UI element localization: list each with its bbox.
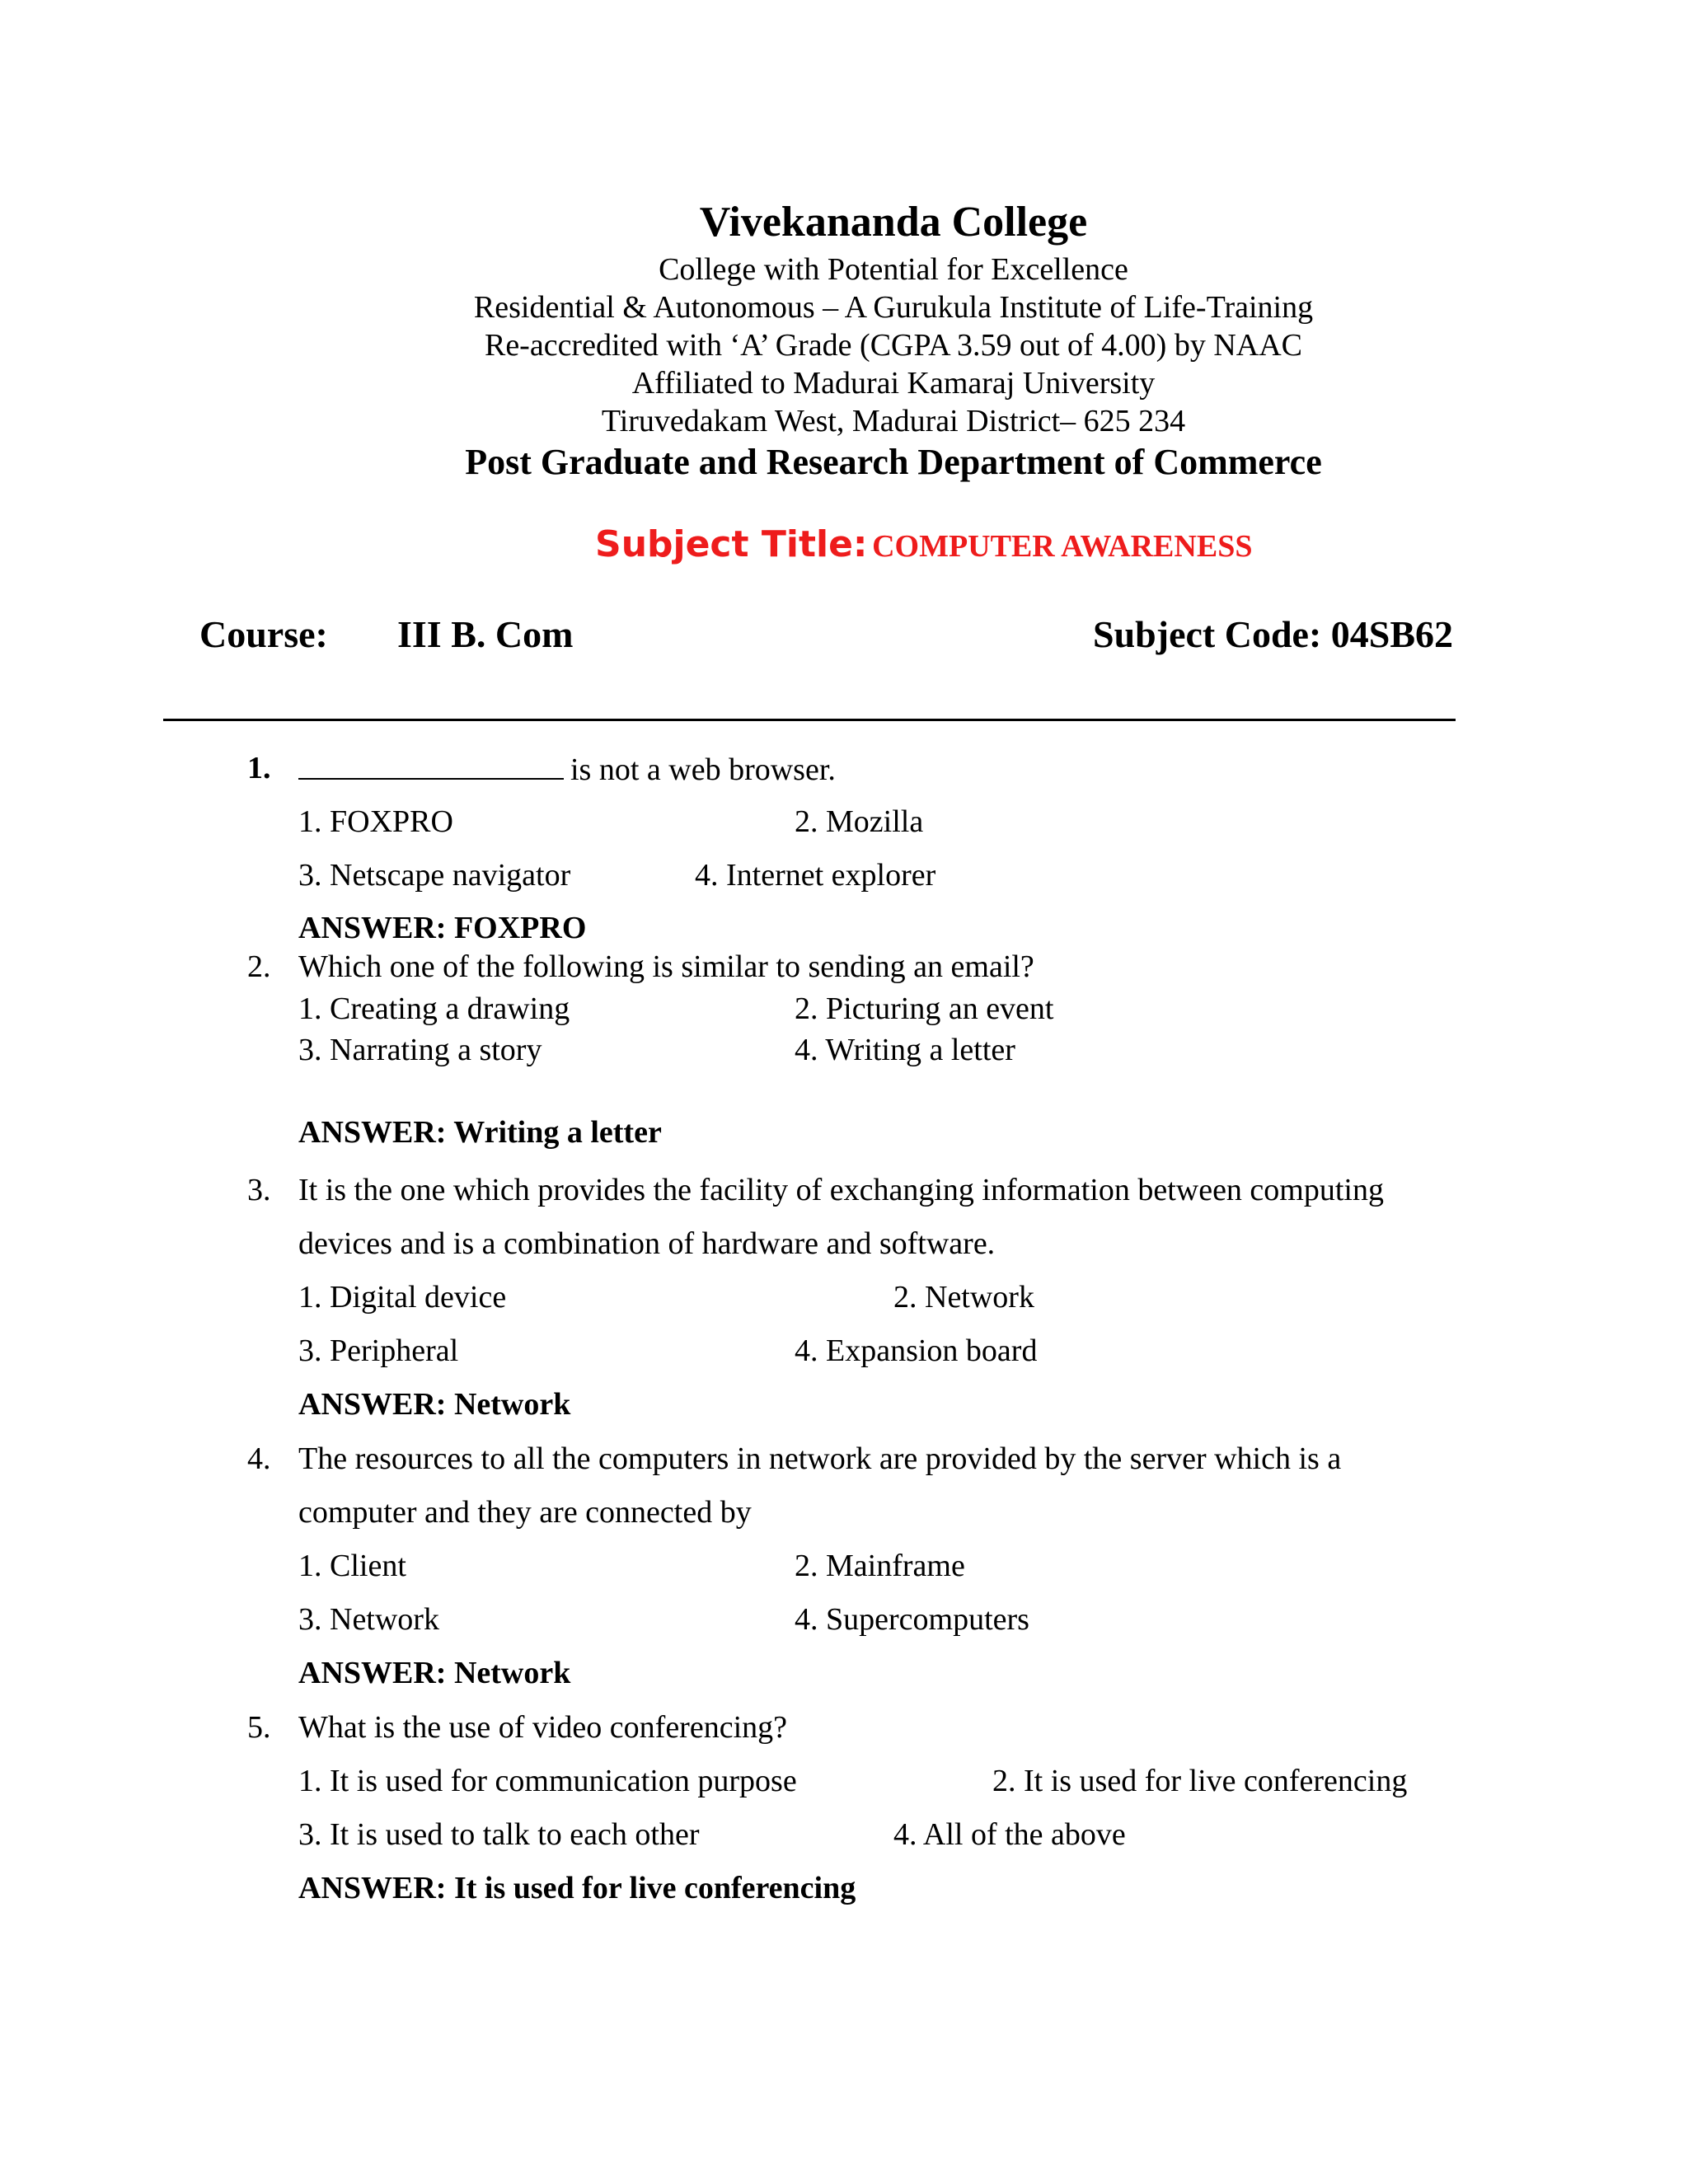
header-line-4: Affiliated to Madurai Kamaraj University <box>631 366 1156 401</box>
question-3-number: 3. <box>247 1173 271 1207</box>
question-3-option-4: 4. Expansion board <box>795 1333 1038 1368</box>
subject-title-value: COMPUTER AWARENESS <box>872 529 1253 564</box>
question-2-number: 2. <box>247 949 271 984</box>
question-3-text-cont: devices and is a combination of hardware and software. <box>298 1226 996 1261</box>
subject-title-label: Subject Title: <box>595 523 868 565</box>
subject-title <box>595 523 1252 565</box>
question-3-answer: ANSWER: Network <box>298 1387 571 1422</box>
question-4-option-1: 1. Client <box>298 1549 406 1583</box>
department-title: Post Graduate and Research Department of Commerce <box>465 442 1322 482</box>
question-5-option-1: 1. It is used for communication purpose <box>298 1764 797 1798</box>
question-4-text-cont: computer and they are connected by <box>298 1495 752 1530</box>
question-1-text <box>298 750 836 788</box>
question-5-option-3: 3. It is used to talk to each other <box>298 1817 700 1852</box>
question-4-answer: ANSWER: Network <box>298 1656 571 1690</box>
course-value: III B. Com <box>397 613 574 655</box>
question-3-option-1: 1. Digital device <box>298 1280 507 1315</box>
question-5-text: What is the use of video conferencing? <box>298 1710 787 1745</box>
question-1-option-3: 3. Netscape navigator <box>298 858 571 893</box>
question-1-number: 1. <box>247 751 271 785</box>
question-1-option-1: 1. FOXPRO <box>298 804 453 839</box>
question-2-answer: ANSWER: Writing a letter <box>298 1115 662 1150</box>
header-line-3: Re-accredited with ‘A’ Grade (CGPA 3.59 out of 4.00) by NAAC <box>484 328 1303 363</box>
question-5-answer: ANSWER: It is used for live conferencing <box>298 1871 856 1905</box>
question-1-option-2: 2. Mozilla <box>795 804 924 839</box>
question-4-number: 4. <box>247 1441 271 1476</box>
question-5-number: 5. <box>247 1710 271 1745</box>
question-4-option-2: 2. Mainframe <box>795 1549 965 1583</box>
subject-code: Subject Code: 04SB62 <box>1093 613 1454 655</box>
question-3-option-2: 2. Network <box>893 1280 1034 1315</box>
question-1-option-4: 4. Internet explorer <box>695 858 936 893</box>
question-2-option-1: 1. Creating a drawing <box>298 991 570 1026</box>
header-divider <box>163 719 1456 721</box>
question-3-text: It is the one which provides the facility of exchanging information between computing <box>298 1173 1384 1207</box>
question-4-option-3: 3. Network <box>298 1602 439 1637</box>
college-name: Vivekananda College <box>699 199 1088 246</box>
question-4-text: The resources to all the computers in network are provided by the server which is a <box>298 1441 1342 1476</box>
question-2-option-3: 3. Narrating a story <box>298 1033 542 1067</box>
question-2-option-2: 2. Picturing an event <box>795 991 1054 1026</box>
question-3-option-3: 3. Peripheral <box>298 1333 459 1368</box>
answer-blank <box>298 750 564 780</box>
header-line-2: Residential & Autonomous – A Gurukula Institute of Life-Training <box>473 290 1314 325</box>
course-label: Course: <box>199 613 328 655</box>
question-2-option-4: 4. Writing a letter <box>795 1033 1015 1067</box>
question-1-stem: is not a web browser. <box>570 752 836 787</box>
header-line-1: College with Potential for Excellence <box>659 252 1128 287</box>
header-line-5: Tiruvedakam West, Madurai District– 625 234 <box>601 404 1186 438</box>
question-4-option-4: 4. Supercomputers <box>795 1602 1029 1637</box>
question-1-answer: ANSWER: FOXPRO <box>298 911 587 945</box>
question-5-option-2: 2. It is used for live conferencing <box>992 1764 1408 1798</box>
question-2-text: Which one of the following is similar to sending an email? <box>298 949 1034 984</box>
question-5-option-4: 4. All of the above <box>893 1817 1126 1852</box>
